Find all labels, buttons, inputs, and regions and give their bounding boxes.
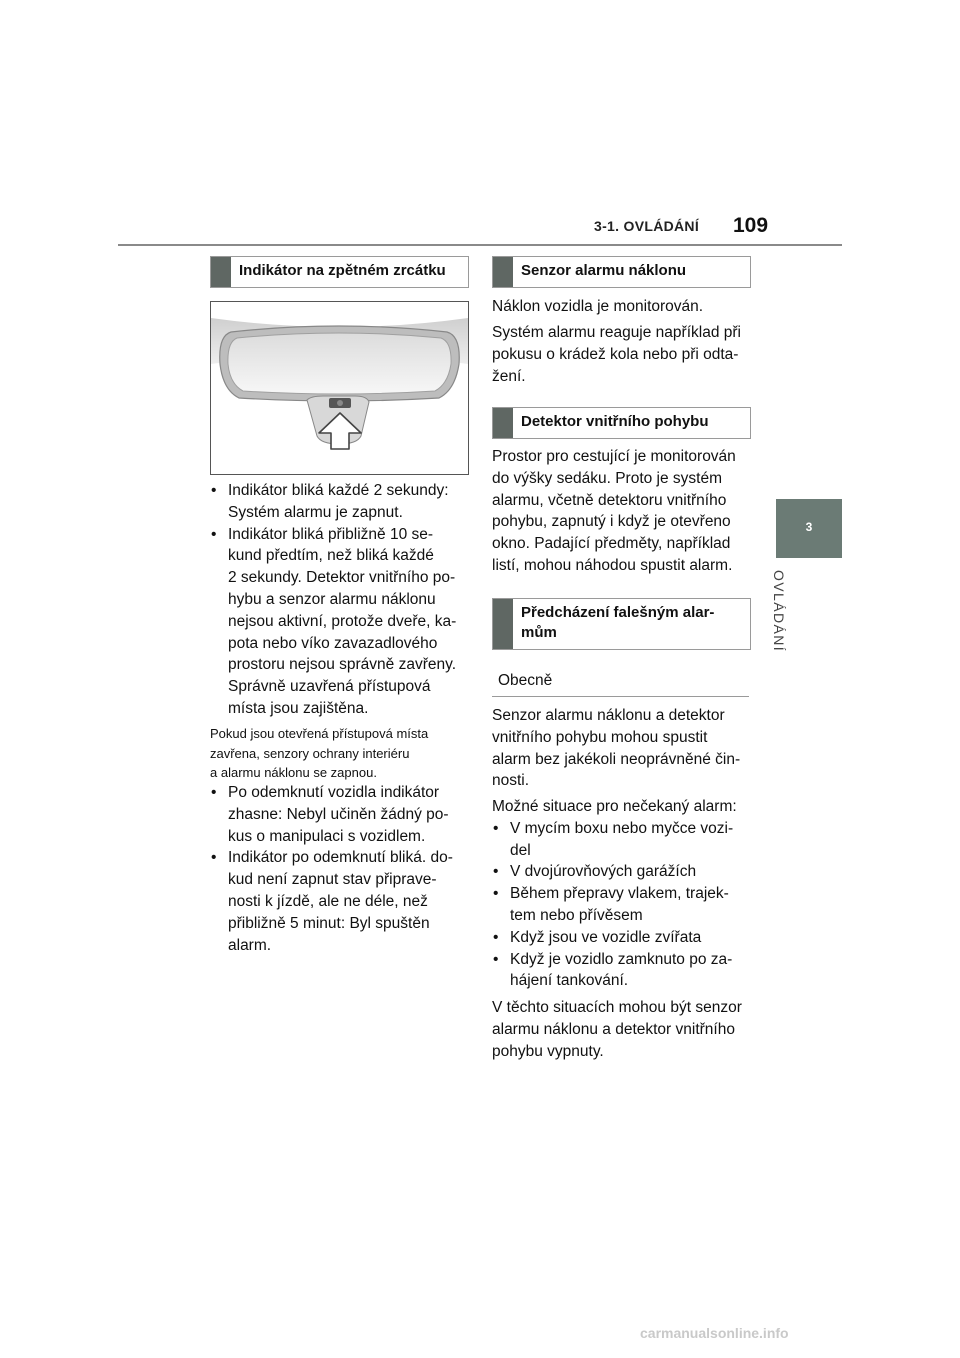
heading-tilt-sensor: [492, 256, 751, 288]
subheading-text: Obecně: [498, 672, 553, 689]
heading-text: Detektor vnitřního pohybu: [521, 413, 709, 430]
bullet-line: • Když jsou ve vozidle zvířata: [510, 928, 702, 946]
chapter-label-text: OVLÁDÁNÍ: [771, 570, 787, 652]
bullet-line: • Indikátor bliká přibližně 10 se-: [228, 525, 434, 543]
bullet-line: • Když je vozidlo zamknuto po za-: [510, 950, 733, 968]
closing-paragraph: [492, 997, 754, 1062]
paragraph-line: alarmu náklonu a detektor vnitřního: [492, 1020, 735, 1038]
bullet-line: kud není zapnut stav připrave-: [228, 871, 437, 889]
heading-bar: [493, 257, 513, 287]
paragraph-line: nosti.: [492, 772, 530, 790]
note-line: zavřena, senzory ochrany interiéru: [210, 745, 410, 761]
heading-text: [521, 603, 744, 643]
paragraph-line: do výšky sedáku. Proto je systém: [492, 469, 723, 487]
bullet-line: Systém alarmu je zapnut.: [228, 503, 403, 521]
paragraph-line: Senzor alarmu náklonu a detektor: [492, 707, 725, 724]
chapter-label: [771, 570, 815, 652]
chapter-number: 3: [805, 520, 813, 534]
note-line: a alarmu náklonu se zapnou.: [210, 765, 377, 780]
bullet-line: pota nebo víko zavazadlového: [228, 634, 438, 652]
heading-bar: [493, 599, 513, 649]
bullet-line: 2 sekundy. Detektor vnitřního po-: [228, 569, 456, 587]
paragraph-line: okno. Padající předměty, například: [492, 535, 731, 553]
paragraph-line: žení.: [492, 367, 526, 385]
heading-bar: [493, 408, 513, 438]
section-title: 3-1. OVLÁDÁNÍ: [594, 218, 700, 234]
bullet-line: • Po odemknutí vozidla indikátor: [228, 784, 440, 801]
paragraph-line: Náklon vozidla je monitorován.: [492, 298, 704, 315]
paragraph-line: pohybu, zapnutý i když je otevřeno: [492, 513, 731, 531]
unlock-bullets: [210, 782, 472, 956]
bullet-line: nejsou aktivní, protože dveře, ka-: [228, 612, 457, 630]
situations-intro: Možné situace pro nečekaný alarm:: [492, 798, 737, 815]
paragraph-line: Systém alarmu reaguje například při: [492, 324, 741, 341]
bullet-line: místa jsou zajištěna.: [228, 699, 369, 717]
list-item: [492, 949, 754, 993]
paragraph-line: listí, mohou náhodou spustit alarm.: [492, 556, 733, 574]
bullet-line: hájení tankování.: [510, 972, 629, 990]
list-item: [210, 524, 472, 720]
situations-list: [492, 796, 754, 992]
bullet-line: kund předtím, než bliká každé: [228, 547, 434, 565]
chapter-tab: [776, 499, 842, 558]
motion-paragraph: [492, 446, 754, 577]
list-item: [210, 782, 472, 847]
paragraph-line: V těchto situacích mohou být senzor: [492, 999, 742, 1016]
general-paragraph: [492, 705, 754, 792]
list-item: [210, 480, 472, 524]
heading-false-alarm: [492, 598, 751, 650]
page-number: 109: [733, 214, 769, 237]
paragraph-line: pohybu vypnuty.: [492, 1042, 604, 1060]
list-item: [492, 883, 754, 927]
note-paragraph: [210, 724, 472, 783]
paragraph-line: Prostor pro cestující je monitorován: [492, 448, 736, 465]
paragraph-line: alarm bez jakékoli neoprávněné čin-: [492, 750, 741, 768]
subheading-general: [492, 669, 749, 697]
list-item: [492, 861, 754, 883]
paragraph-line: pokusu o krádež kola nebo při odta-: [492, 345, 739, 363]
bullet-line: • V dvojúrovňových garážích: [510, 863, 697, 881]
heading-text: Indikátor na zpětném zrcátku: [239, 262, 446, 279]
tilt-paragraph-1: [492, 296, 754, 318]
bullet-line: přibližně 5 minut: Byl spuštěn: [228, 914, 430, 932]
heading-line: Předcházení falešným alar-: [521, 604, 715, 621]
bullet-line: hybu a senzor alarmu náklonu: [228, 590, 436, 608]
bullet-line: • Během přepravy vlakem, trajek-: [510, 885, 729, 903]
list-item: [210, 847, 472, 956]
heading-text: Senzor alarmu náklonu: [521, 262, 687, 279]
heading-line: mům: [521, 624, 557, 641]
list-item: [492, 818, 754, 862]
bullet-line: zhasne: Nebyl učiněn žádný po-: [228, 805, 449, 823]
bullet-line: tem nebo přívěsem: [510, 906, 643, 924]
bullet-line: Správně uzavřená přístupová: [228, 678, 431, 696]
bullet-line: alarm.: [228, 936, 272, 954]
bullet-line: • V mycím boxu nebo myčce vozi-: [510, 819, 734, 837]
heading-mirror-indicator: [210, 256, 469, 288]
bullet-line: prostoru nejsou správně zavřeny.: [228, 656, 457, 674]
indicator-bullets: [210, 480, 472, 720]
list-item: [492, 927, 754, 949]
note-line: Pokud jsou otevřená přístupová místa: [210, 726, 429, 741]
bullet-line: • Indikátor bliká každé 2 sekundy:: [228, 482, 449, 499]
bullet-line: • Indikátor po odemknutí bliká. do-: [228, 849, 453, 867]
tilt-paragraph-2: [492, 322, 754, 387]
heading-motion-detector: [492, 407, 751, 439]
paragraph-line: vnitřního pohybu mohou spustit: [492, 728, 708, 746]
mirror-drawing: [211, 302, 468, 474]
watermark: carmanualsonline.info: [640, 1325, 789, 1341]
bullet-line: del: [510, 841, 531, 859]
header-divider: [118, 244, 842, 246]
mirror-illustration: [210, 301, 469, 475]
bullet-line: nosti k jízdě, ale ne déle, než: [228, 892, 428, 910]
paragraph-line: alarmu, včetně detektoru vnitřního: [492, 491, 727, 509]
bullet-line: kus o manipulaci s vozidlem.: [228, 827, 426, 845]
heading-bar: [211, 257, 231, 287]
